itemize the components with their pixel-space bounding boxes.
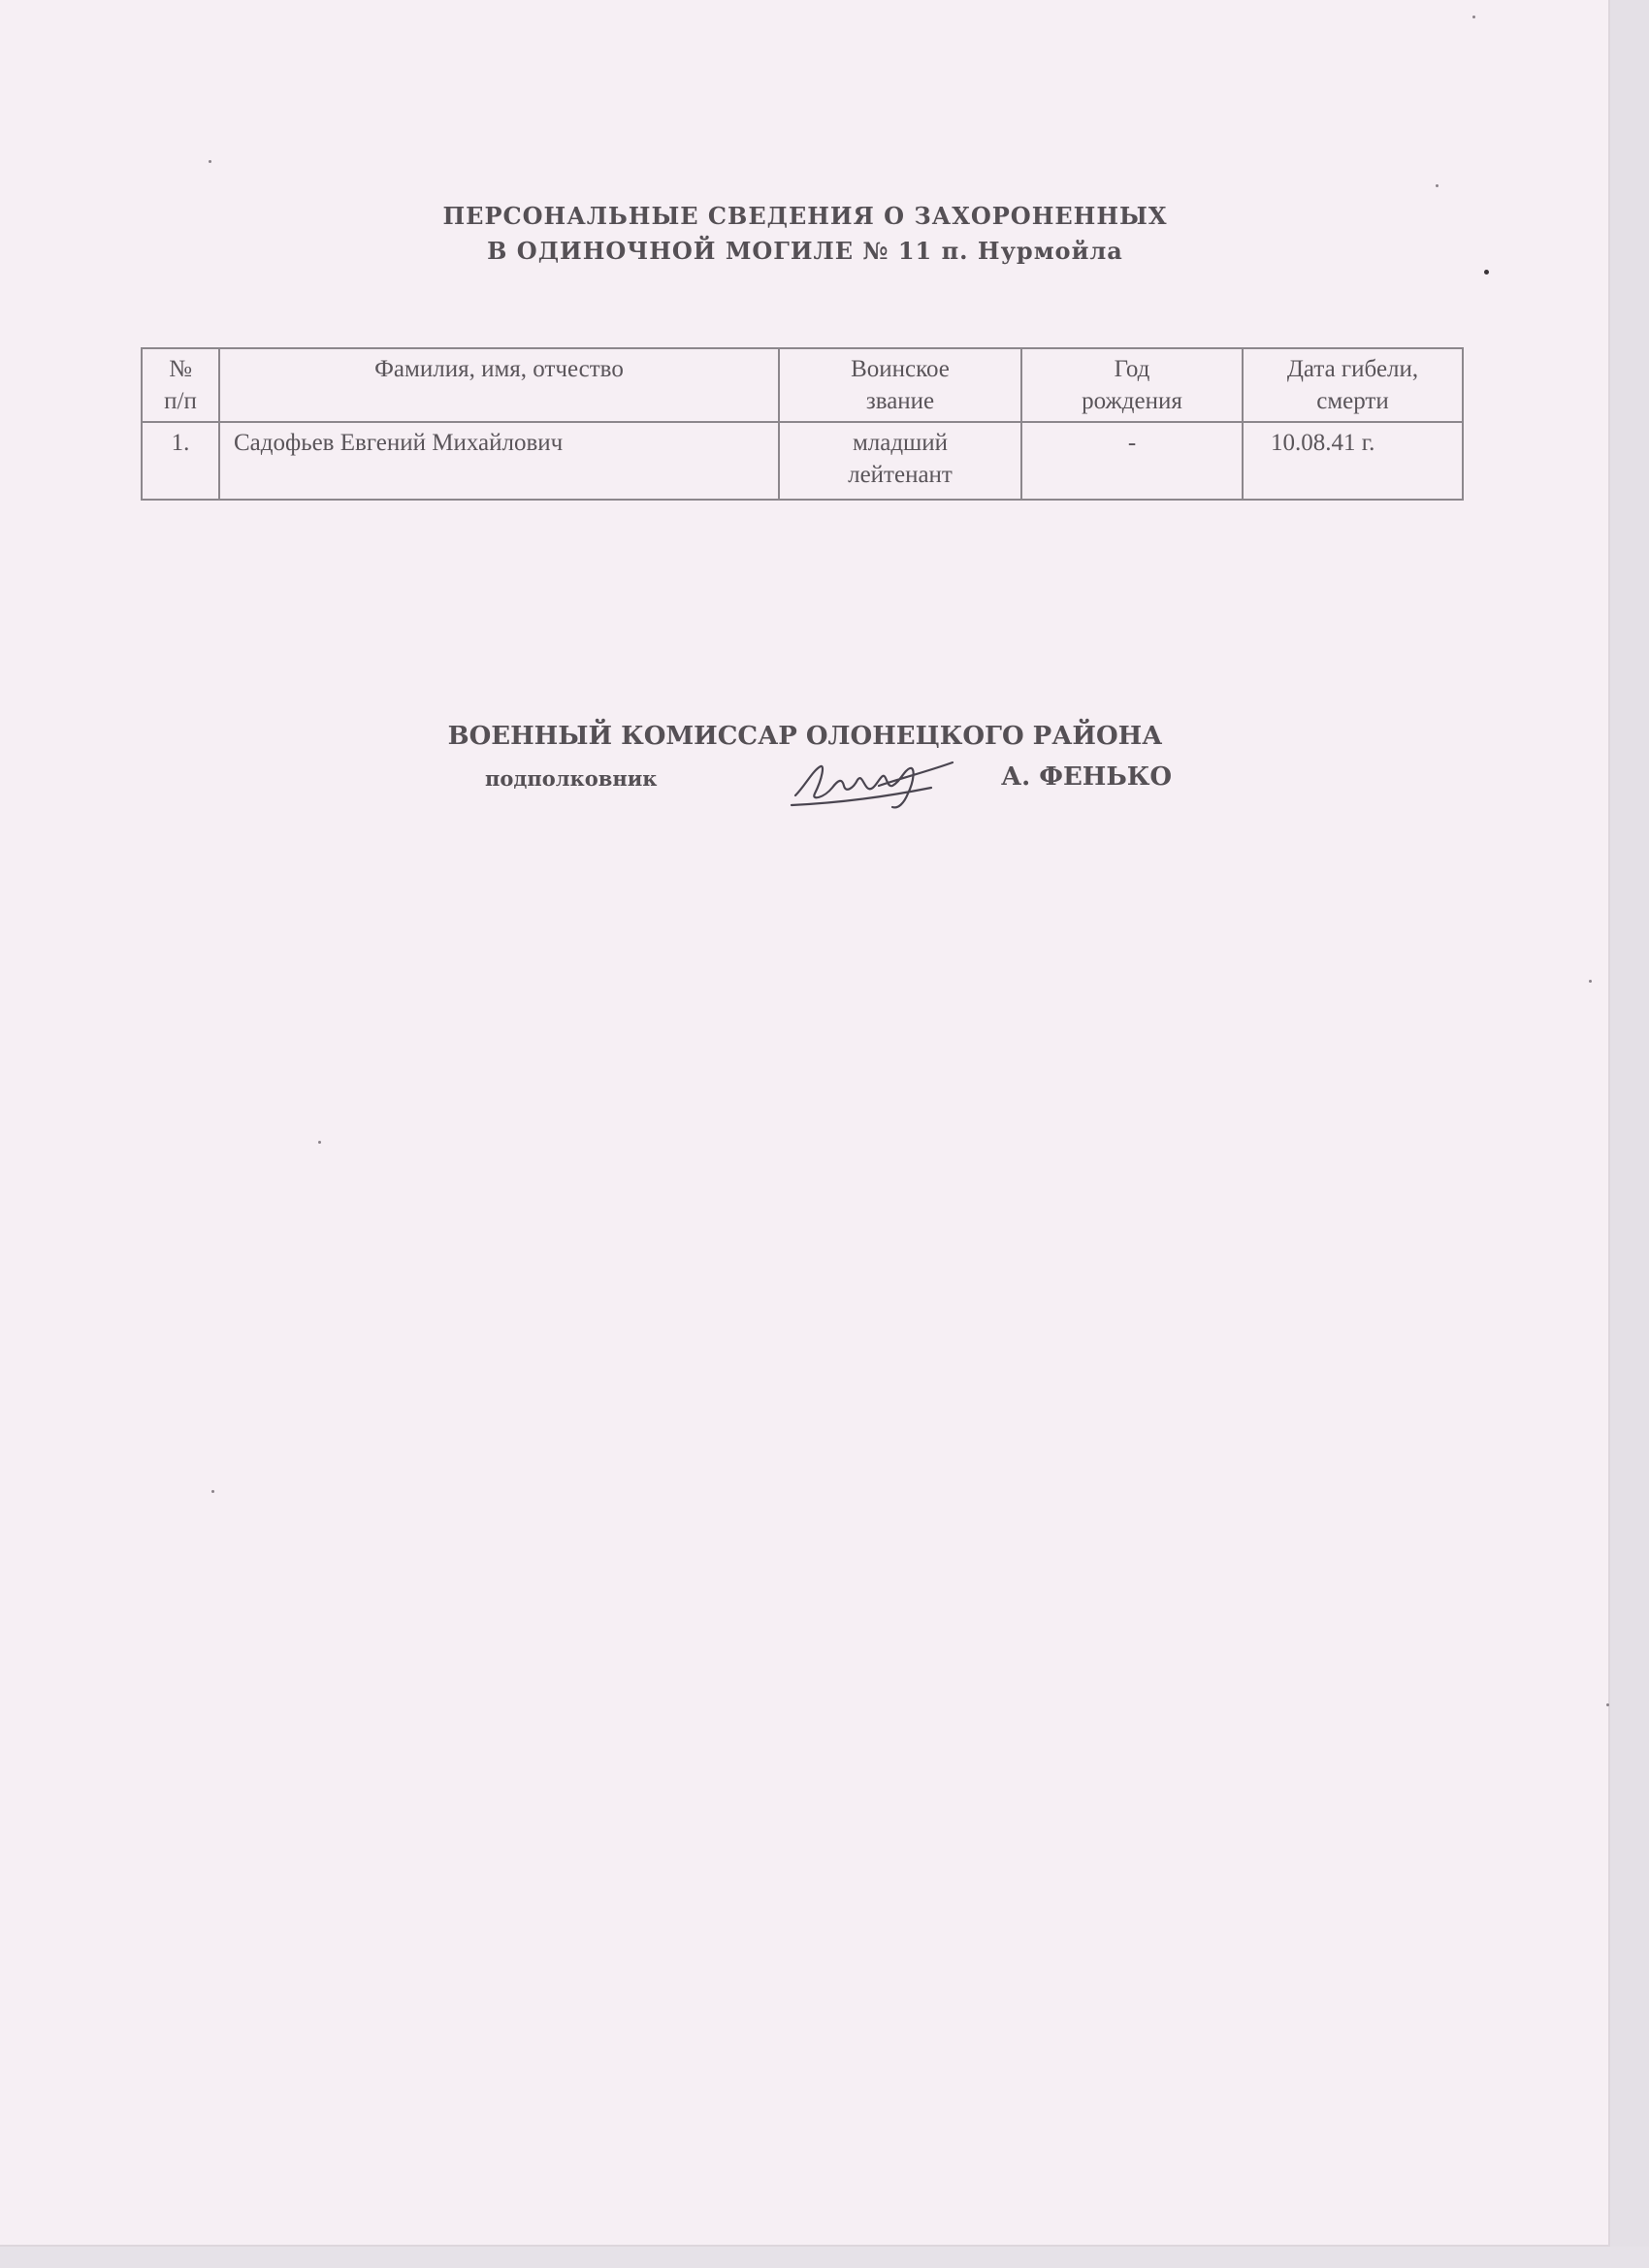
header-military-rank: [779, 348, 1021, 422]
cell-rank-line-1: младший: [852, 430, 949, 456]
scan-speck: [318, 1141, 321, 1144]
header-number-line-2: п/п: [164, 388, 197, 414]
table-header-row: [142, 348, 1463, 422]
header-death-date: [1243, 348, 1463, 422]
handwritten-signature: [786, 749, 960, 817]
scan-edge-bottom: [0, 2247, 1649, 2268]
header-birth-line-2: рождения: [1082, 388, 1182, 414]
burials-table: [141, 347, 1464, 501]
header-full-name: Фамилия, имя, отчество: [219, 348, 779, 422]
scan-edge-right: [1610, 0, 1649, 2268]
header-rank-line-1: Воинское: [851, 356, 950, 382]
header-birth-year: [1021, 348, 1243, 422]
cell-rank-line-2: лейтенант: [848, 462, 953, 488]
header-death-line-1: Дата гибели,: [1286, 356, 1419, 382]
header-death-line-2: смерти: [1316, 388, 1389, 414]
scan-speck: [211, 1490, 214, 1493]
cell-number: 1.: [142, 422, 219, 500]
table-row: [142, 422, 1463, 500]
document-title-line-2: В ОДИНОЧНОЙ МОГИЛЕ № 11 п. Нурмойла: [487, 237, 1123, 265]
cell-military-rank: [779, 422, 1021, 500]
header-rank-line-2: звание: [865, 388, 935, 414]
cell-death-date: 10.08.41 г.: [1243, 422, 1463, 500]
signatory-rank: подполковник: [485, 766, 658, 791]
header-number-line-1: №: [169, 356, 192, 382]
cell-full-name: Садофьев Евгений Михайлович: [219, 422, 779, 500]
scan-speck: [1484, 270, 1489, 275]
document-title-line-1: ПЕРСОНАЛЬНЫЕ СВЕДЕНИЯ О ЗАХОРОНЕННЫХ: [442, 202, 1168, 230]
header-number: [142, 348, 219, 422]
header-birth-line-1: Год: [1114, 356, 1150, 382]
scan-speck: [1589, 980, 1592, 983]
signatory-name: А. ФЕНЬКО: [1001, 762, 1173, 792]
signatory-title: ВОЕННЫЙ КОМИССАР ОЛОНЕЦКОГО РАЙОНА: [447, 722, 1163, 751]
scan-speck: [209, 160, 211, 163]
scan-speck: [1606, 1703, 1609, 1706]
scan-speck: [1472, 16, 1475, 18]
cell-birth-year: -: [1021, 422, 1243, 500]
scan-speck: [1436, 184, 1439, 187]
